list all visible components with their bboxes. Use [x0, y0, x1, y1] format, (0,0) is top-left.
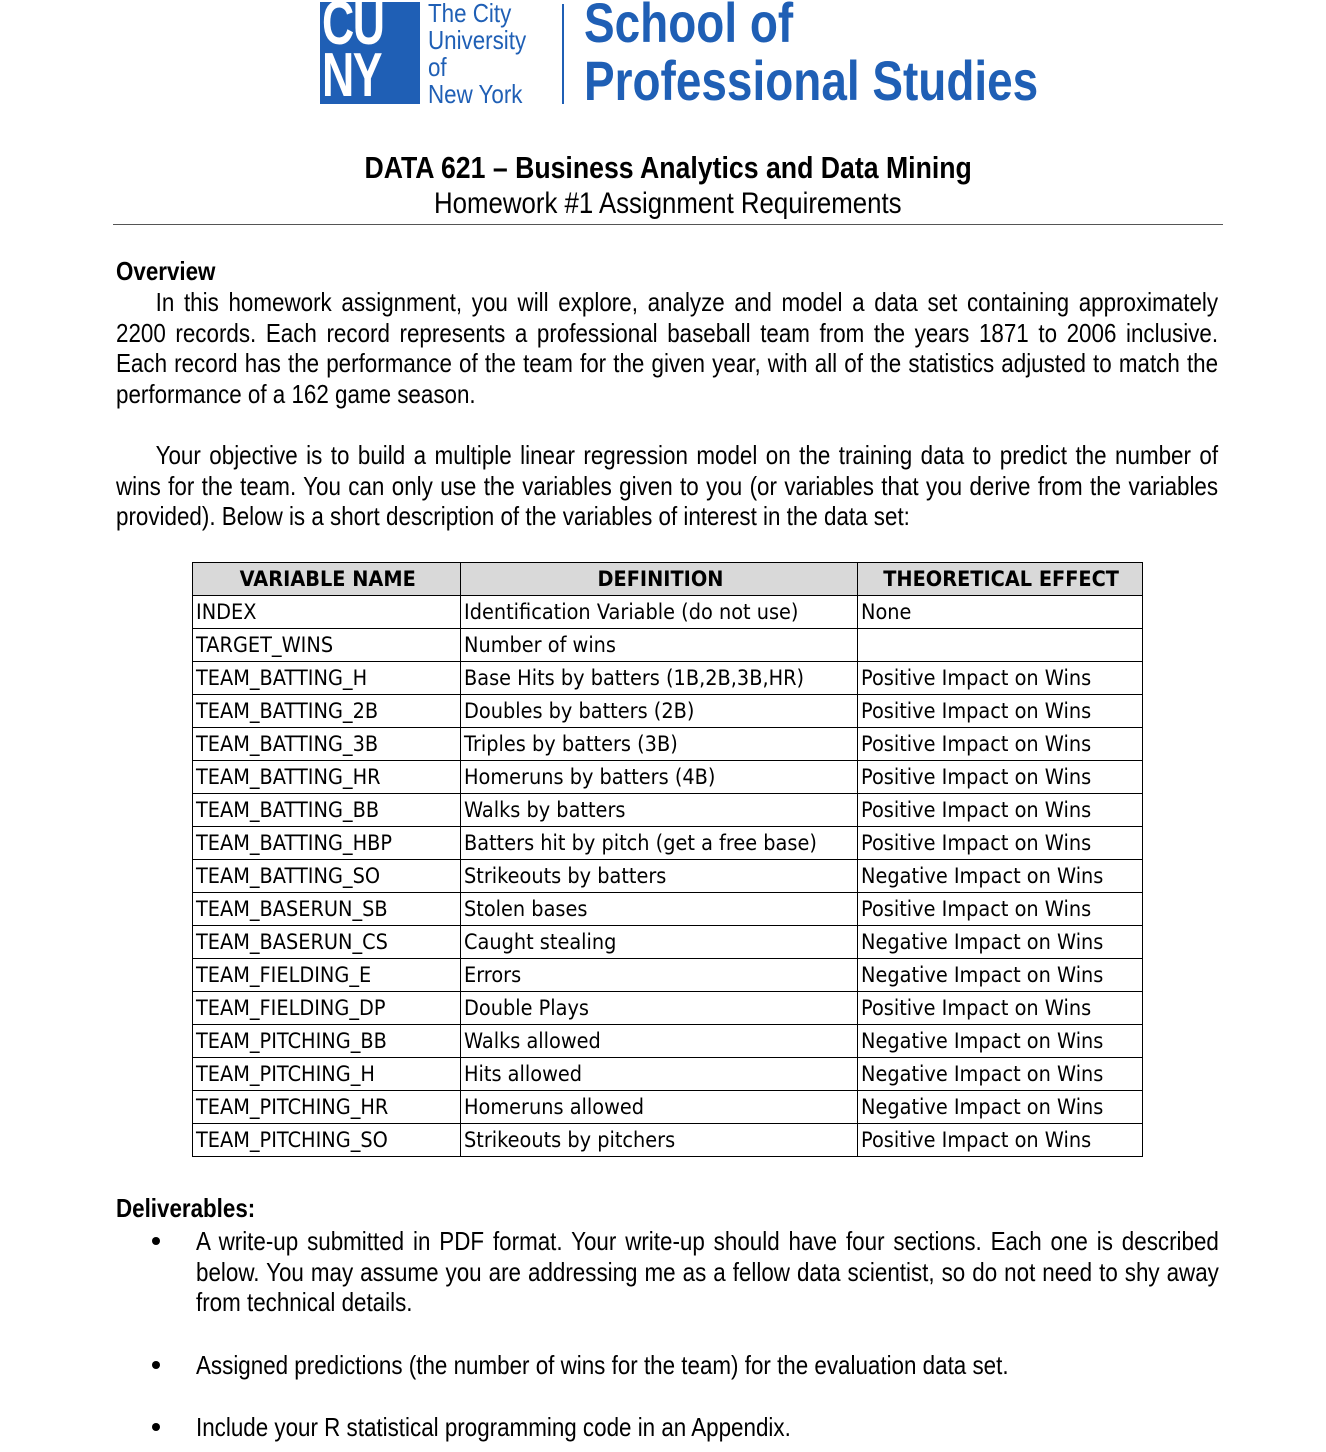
theoretical-effect-cell: Negative Impact on Wins — [858, 860, 1143, 893]
table-row — [193, 1091, 1143, 1124]
variable-name-cell: TEAM_BATTING_BB — [193, 794, 461, 827]
variable-name-cell: TEAM_PITCHING_SO — [193, 1124, 461, 1157]
theoretical-effect-cell — [858, 629, 1143, 662]
variables-table-body — [193, 596, 1143, 1157]
assignment-subtitle: Homework #1 Assignment Requirements — [434, 187, 902, 220]
deliverable-text: Include your R statistical programming code in an Appendix. — [196, 1412, 791, 1442]
deliverables-list — [150, 1226, 1218, 1452]
variable-name-cell: TEAM_BATTING_2B — [193, 695, 461, 728]
school-name — [584, 0, 1038, 110]
table-row — [193, 728, 1143, 761]
variable-name-cell: TEAM_FIELDING_E — [193, 959, 461, 992]
variable-name-cell: TEAM_PITCHING_H — [193, 1058, 461, 1091]
school-line: School of — [584, 0, 794, 54]
column-header-variable-name: VARIABLE NAME — [193, 563, 461, 596]
definition-cell: Stolen bases — [461, 893, 858, 926]
list-item — [150, 1226, 1218, 1350]
table-row — [193, 761, 1143, 794]
table-row — [193, 926, 1143, 959]
university-name — [428, 0, 526, 108]
theoretical-effect-cell: Positive Impact on Wins — [858, 992, 1143, 1025]
document-title-block — [0, 150, 1326, 222]
definition-cell: Number of wins — [461, 629, 858, 662]
deliverables-heading: Deliverables: — [116, 1193, 256, 1223]
definition-cell: Doubles by batters (2B) — [461, 695, 858, 728]
theoretical-effect-cell: Negative Impact on Wins — [858, 1058, 1143, 1091]
table-row — [193, 695, 1143, 728]
theoretical-effect-cell: Positive Impact on Wins — [858, 761, 1143, 794]
table-row — [193, 992, 1143, 1025]
variable-name-cell: TEAM_BATTING_SO — [193, 860, 461, 893]
overview-paragraph-1-wrap — [116, 287, 1218, 410]
table-row — [193, 959, 1143, 992]
definition-cell: Strikeouts by pitchers — [461, 1124, 858, 1157]
table-row — [193, 596, 1143, 629]
definition-cell: Double Plays — [461, 992, 858, 1025]
cuny-sps-logo — [320, 0, 1039, 112]
variables-table — [192, 562, 1143, 1157]
deliverable-text: A write-up submitted in PDF format. Your write-up should have four sections. Each one is described below. You may assume you are addressing me as a fellow data scientist, so do not need to shy away from technical details. — [196, 1226, 1219, 1318]
theoretical-effect-cell: Positive Impact on Wins — [858, 728, 1143, 761]
variable-name-cell: TEAM_BATTING_HBP — [193, 827, 461, 860]
definition-cell: Strikeouts by batters — [461, 860, 858, 893]
list-item — [150, 1412, 1218, 1452]
cuny-logo-box — [320, 2, 420, 104]
university-line: The City — [428, 0, 512, 28]
variable-name-cell: TEAM_BASERUN_CS — [193, 926, 461, 959]
school-line: Professional Studies — [584, 49, 1039, 112]
variable-name-cell: TEAM_BASERUN_SB — [193, 893, 461, 926]
theoretical-effect-cell: Positive Impact on Wins — [858, 662, 1143, 695]
table-row — [193, 860, 1143, 893]
table-row — [193, 827, 1143, 860]
definition-cell: Batters hit by pitch (get a free base) — [461, 827, 858, 860]
theoretical-effect-cell: Negative Impact on Wins — [858, 1091, 1143, 1124]
table-header-row — [193, 563, 1143, 596]
table-row — [193, 794, 1143, 827]
theoretical-effect-cell: Positive Impact on Wins — [858, 695, 1143, 728]
definition-cell: Errors — [461, 959, 858, 992]
overview-heading: Overview — [116, 256, 216, 286]
variable-name-cell: TEAM_BATTING_H — [193, 662, 461, 695]
overview-paragraph: In this homework assignment, you will explore, analyze and model a data set containing approximately 2200 records. Each record represents a professional baseball team from the years 1871 to 2006 inclusive. Each record has the performance of the team for the given year, with all of the statistics adjusted to match the performance of a 162 game season. — [116, 287, 1219, 410]
table-row — [193, 629, 1143, 662]
table-row — [193, 662, 1143, 695]
variable-name-cell: TEAM_FIELDING_DP — [193, 992, 461, 1025]
overview-paragraph: Your objective is to build a multiple linear regression model on the training data to predict the number of wins for the team. You can only use the variables given to you (or variables that you derive from the variables provided). Below is a short description of the variables of interest in the data set: — [116, 440, 1219, 532]
cuny-logo-top: CU — [322, 2, 384, 58]
variable-name-cell: TEAM_PITCHING_HR — [193, 1091, 461, 1124]
theoretical-effect-cell: Positive Impact on Wins — [858, 1124, 1143, 1157]
table-row — [193, 1025, 1143, 1058]
theoretical-effect-cell: Negative Impact on Wins — [858, 926, 1143, 959]
definition-cell: Homeruns by batters (4B) — [461, 761, 858, 794]
variable-name-cell: INDEX — [193, 596, 461, 629]
cuny-logo-bottom: NY — [322, 41, 382, 104]
definition-cell: Homeruns allowed — [461, 1091, 858, 1124]
theoretical-effect-cell: None — [858, 596, 1143, 629]
column-header-theoretical-effect: THEORETICAL EFFECT — [858, 563, 1143, 596]
logo-divider — [562, 4, 564, 104]
theoretical-effect-cell: Positive Impact on Wins — [858, 794, 1143, 827]
overview-paragraph-2-wrap — [116, 440, 1218, 532]
definition-cell: Base Hits by batters (1B,2B,3B,HR) — [461, 662, 858, 695]
column-header-definition: DEFINITION — [461, 563, 858, 596]
title-divider — [113, 224, 1223, 225]
variable-name-cell: TARGET_WINS — [193, 629, 461, 662]
definition-cell: Identification Variable (do not use) — [461, 596, 858, 629]
bullet-icon — [152, 1423, 160, 1431]
theoretical-effect-cell: Negative Impact on Wins — [858, 959, 1143, 992]
theoretical-effect-cell: Positive Impact on Wins — [858, 827, 1143, 860]
deliverable-text: Assigned predictions (the number of wins for the team) for the evaluation data set. — [196, 1350, 1009, 1380]
university-line: of — [428, 52, 447, 82]
list-item — [150, 1350, 1218, 1412]
table-row — [193, 1058, 1143, 1091]
definition-cell: Triples by batters (3B) — [461, 728, 858, 761]
variable-name-cell: TEAM_BATTING_HR — [193, 761, 461, 794]
university-line: University — [428, 25, 527, 55]
definition-cell: Hits allowed — [461, 1058, 858, 1091]
definition-cell: Caught stealing — [461, 926, 858, 959]
table-row — [193, 1124, 1143, 1157]
definition-cell: Walks allowed — [461, 1025, 858, 1058]
table-row — [193, 893, 1143, 926]
theoretical-effect-cell: Positive Impact on Wins — [858, 893, 1143, 926]
variable-name-cell: TEAM_BATTING_3B — [193, 728, 461, 761]
theoretical-effect-cell: Negative Impact on Wins — [858, 1025, 1143, 1058]
bullet-icon — [152, 1361, 160, 1369]
bullet-icon — [152, 1237, 160, 1245]
variable-name-cell: TEAM_PITCHING_BB — [193, 1025, 461, 1058]
definition-cell: Walks by batters — [461, 794, 858, 827]
university-line: New York — [428, 79, 523, 109]
course-title: DATA 621 – Business Analytics and Data Mining — [364, 150, 972, 185]
